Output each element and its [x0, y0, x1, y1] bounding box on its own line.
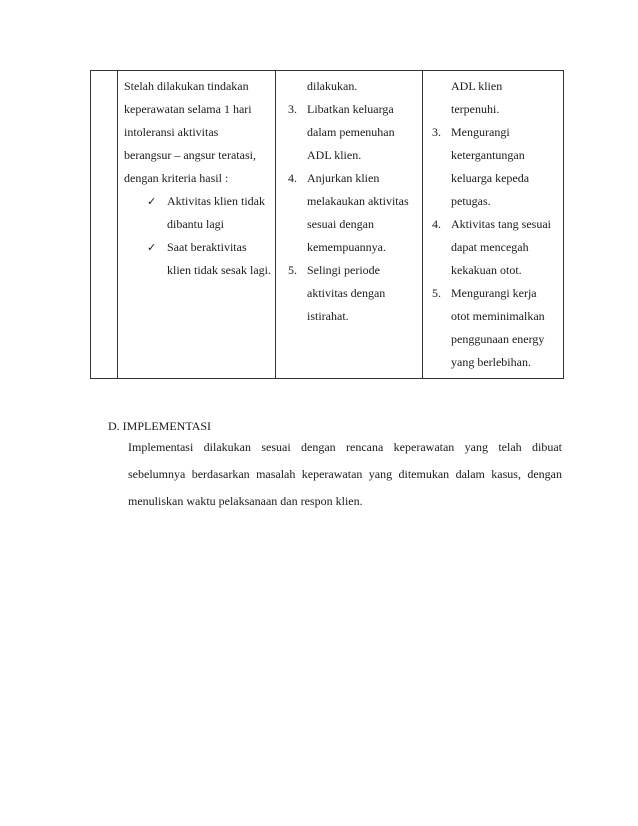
cell-line: dengan kriteria hasil : — [124, 171, 229, 185]
paragraph-line: Implementasi dilakukan sesuai dengan rencana keperawatan yang telah dibuat — [128, 440, 562, 454]
cell-line: kekakuan otot. — [451, 263, 522, 277]
cell-line: Selingi periode — [307, 263, 380, 277]
intervention-item — [288, 259, 418, 328]
intervention-item — [288, 98, 418, 167]
cell-line: petugas. — [451, 194, 491, 208]
table-column-divider — [422, 71, 423, 378]
cell-line: dibantu lagi — [167, 217, 224, 231]
outcome-criteria-cell — [124, 75, 272, 282]
cell-line: Aktivitas klien tidak — [167, 194, 265, 208]
cell-line: intoleransi aktivitas — [124, 125, 219, 139]
cell-line: dapat mencegah — [451, 240, 529, 254]
item-number: 3. — [432, 125, 441, 139]
cell-line: Mengurangi — [451, 125, 510, 139]
criteria-check-item — [124, 190, 272, 236]
cell-line: Anjurkan klien — [307, 171, 380, 185]
cell-line: yang berlebihan. — [451, 355, 531, 369]
check-icon: ✓ — [147, 195, 157, 208]
cell-line: kemempuannya. — [307, 240, 386, 254]
cell-line: otot meminimalkan — [451, 309, 545, 323]
intervention-item — [288, 167, 418, 259]
paragraph-line: sebelumnya berdasarkan masalah keperawatan yang ditemukan dalam kasus, dengan — [128, 467, 562, 481]
cell-line: keluarga kepeda — [451, 171, 530, 185]
cell-line: melakaukan aktivitas — [307, 194, 409, 208]
item-number: 5. — [432, 286, 441, 300]
cell-line: Mengurangi kerja — [451, 286, 537, 300]
item-number: 3. — [288, 102, 297, 116]
cell-line: dalam pemenuhan — [307, 125, 395, 139]
item-number: 5. — [288, 263, 297, 277]
cell-line: klien tidak sesak lagi. — [167, 263, 271, 277]
table-column-divider — [117, 71, 118, 378]
cell-line: ADL klien — [451, 79, 503, 93]
intervention-cell — [288, 75, 418, 328]
criteria-check-item — [124, 236, 272, 282]
cell-line: Saat beraktivitas — [167, 240, 247, 254]
cell-line: istirahat. — [307, 309, 349, 323]
cell-line: ADL klien. — [307, 148, 362, 162]
cell-line: Aktivitas tang sesuai — [451, 217, 551, 231]
table-column-divider — [275, 71, 276, 378]
rationale-item — [432, 121, 562, 213]
section-heading: D. IMPLEMENTASI — [108, 419, 212, 433]
nursing-care-plan-table — [90, 70, 564, 379]
cell-line: Stelah dilakukan tindakan — [124, 79, 249, 93]
item-number: 4. — [432, 217, 441, 231]
cell-line: aktivitas dengan — [307, 286, 386, 300]
cell-line: dilakukan. — [307, 79, 358, 93]
cell-line: berangsur – angsur teratasi, — [124, 148, 256, 162]
cell-line: ketergantungan — [451, 148, 525, 162]
cell-line: sesuai dengan — [307, 217, 374, 231]
check-icon: ✓ — [147, 241, 157, 254]
item-number: 4. — [288, 171, 297, 185]
cell-line: terpenuhi. — [451, 102, 500, 116]
cell-line: keperawatan selama 1 hari — [124, 102, 252, 116]
rationale-item — [432, 213, 562, 282]
cell-line: Libatkan keluarga — [307, 102, 394, 116]
section-paragraph — [128, 434, 562, 515]
rationale-item — [432, 282, 562, 374]
cell-line: penggunaan energy — [451, 332, 545, 346]
paragraph-line: menuliskan waktu pelaksanaan dan respon klien. — [128, 494, 363, 508]
rationale-cell — [432, 75, 562, 374]
